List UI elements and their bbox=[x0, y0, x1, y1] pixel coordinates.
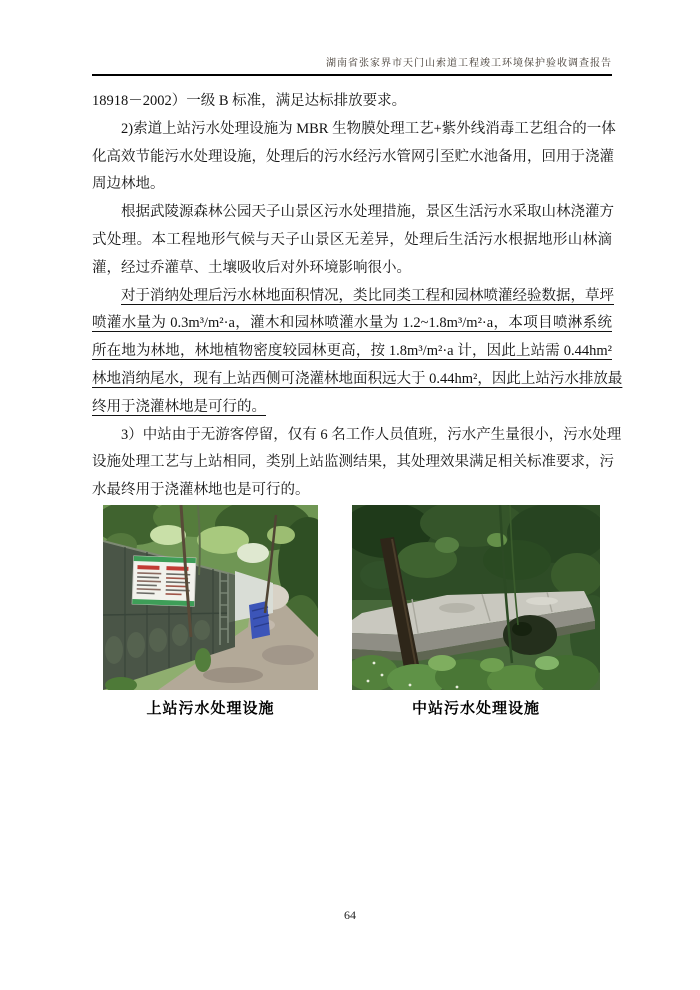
right-photo-caption: 中站污水处理设施 bbox=[411, 701, 540, 717]
left-photo-caption: 上站污水处理设施 bbox=[146, 701, 275, 717]
body-line: 设施处理工艺与上站相同，类别上站监测结果，其处理效果满足相关标准要求，污 bbox=[92, 454, 614, 471]
body-line: 18918－2002）一级 B 标准，满足达标排放要求。 bbox=[92, 93, 407, 109]
body-line: 根据武陵源森林公园天子山景区污水处理措施，景区生活污水采取山林浇灌方 bbox=[121, 204, 614, 221]
body-line: 化高效节能污水处理设施，处理后的污水经污水管网引至贮水池备用，回用于浇灌 bbox=[92, 148, 614, 165]
body-line: 3）中站由于无游客停留，仅有 6 名工作人员值班，污水产生量很小，污水处理 bbox=[121, 426, 622, 443]
body-line-underlined: 终用于浇灌林地是可行的。 bbox=[92, 398, 266, 415]
body-line-underlined: 对于消纳处理后污水林地面积情况，类比同类工程和园林喷灌经验数据，草坪 bbox=[121, 287, 614, 304]
body-line: 2)索道上站污水处理设施为 MBR 生物膜处理工艺+紫外线消毒工艺组合的一体 bbox=[121, 120, 616, 137]
mid-station-sewage-facility-photo bbox=[352, 505, 600, 690]
paragraph-irrigation-underlined bbox=[92, 283, 623, 422]
body-line: 周边林地。 bbox=[92, 176, 165, 193]
body-line: 水最终用于浇灌林地也是可行的。 bbox=[92, 482, 310, 499]
body-line-underlined: 所在地为林地，林地植物密度较园林更高，按 1.8m³/m²·a 计，因此上站需 0.44hm² bbox=[92, 343, 612, 360]
paragraph-wulingyuan bbox=[92, 199, 612, 282]
upper-station-sewage-facility-photo bbox=[103, 505, 318, 690]
report-header-title: 湖南省张家界市天门山索道工程竣工环境保护验收调查报告 bbox=[326, 58, 612, 69]
body-text bbox=[92, 88, 623, 505]
body-line: 灌，经过乔灌草、土壤吸收后对外环境影响很小。 bbox=[92, 259, 411, 276]
body-line-underlined: 喷灌水量为 0.3m³/m²·a，灌木和园林喷灌水量为 1.2~1.8m³/m²·a，本项目喷淋系统 bbox=[92, 315, 612, 332]
page-number: 64 bbox=[344, 908, 356, 922]
paragraph-midstation bbox=[92, 422, 622, 505]
header-rule bbox=[92, 74, 612, 76]
body-line-underlined: 林地消纳尾水，现有上站西侧可浇灌林地面积远大于 0.44hm²，因此上站污水排放最 bbox=[92, 370, 623, 387]
body-line: 式处理。本工程地形气候与天子山景区无差异，处理后生活污水根据地形山林滴 bbox=[92, 231, 612, 248]
paragraph-cableway bbox=[92, 116, 616, 199]
